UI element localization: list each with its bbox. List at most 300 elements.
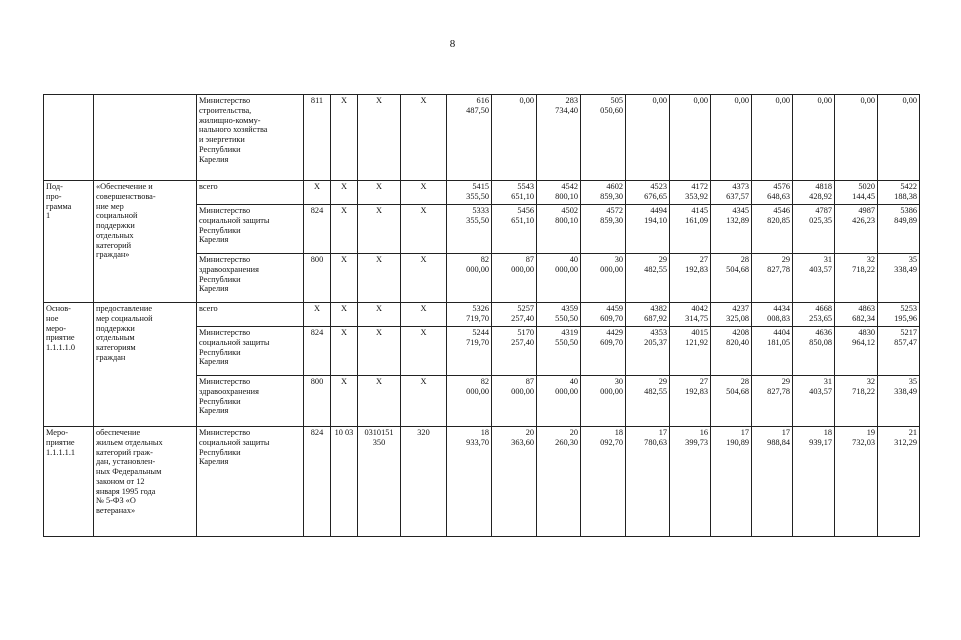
value-cell: [581, 376, 626, 427]
value-int: 4787: [815, 206, 832, 215]
value-int: 0,00: [817, 96, 832, 105]
program-name-cell: [94, 303, 197, 427]
value-int: 87: [525, 377, 534, 386]
grbs-code-cell: X: [304, 303, 331, 327]
grbs-code-cell: 824: [304, 427, 331, 537]
value-frac: 550,50: [555, 337, 578, 347]
value-cell: [447, 427, 492, 537]
value-frac: 000,00: [555, 264, 578, 274]
ministry-cell: [197, 376, 304, 427]
value-cell: [626, 327, 670, 376]
ministry-line: Министерство: [199, 328, 251, 337]
value-cell: [711, 427, 752, 537]
value-int: 40: [569, 255, 578, 264]
value-cell: [752, 303, 793, 327]
value-frac: 000,00: [466, 264, 489, 274]
value-cell: [537, 205, 581, 254]
value-int: 29: [658, 377, 667, 386]
value-cell: [492, 303, 537, 327]
section-code-cell: X: [331, 376, 358, 427]
value-int: 505: [610, 96, 623, 105]
value-cell: [447, 303, 492, 327]
value-int: 5415: [472, 182, 489, 191]
value-cell: [835, 303, 878, 327]
value-frac: 676,65: [644, 191, 667, 201]
value-cell: [878, 303, 920, 327]
ministry-line: строительства,: [199, 105, 252, 115]
value-int: 4015: [691, 328, 708, 337]
ministry-line: всего: [199, 304, 218, 313]
ministry-cell: [197, 95, 304, 181]
program-name: «Обеспечение и совершенствова- ние мер социальной поддержки отдельных категорий граждан»: [96, 182, 156, 260]
value-int: 17: [781, 428, 790, 437]
value-cell: [581, 95, 626, 181]
value-cell: [878, 327, 920, 376]
ministry-line: Карелия: [199, 154, 229, 164]
value-frac: 000,00: [555, 386, 578, 396]
value-cell: [626, 95, 670, 181]
value-int: 4237: [732, 304, 749, 313]
grbs-code-cell: 800: [304, 376, 331, 427]
value-int: 0,00: [519, 96, 534, 105]
value-int: 4636: [815, 328, 832, 337]
value-int: 4546: [773, 206, 790, 215]
value-frac: 000,00: [511, 386, 534, 396]
value-frac: 939,17: [809, 437, 832, 447]
value-cell: [670, 181, 711, 205]
target-article-cell: X: [358, 95, 401, 181]
target-article-cell: X: [358, 327, 401, 376]
ministry-line: нального хозяйства: [199, 125, 268, 135]
value-int: 40: [569, 377, 578, 386]
value-frac: 682,34: [852, 313, 875, 323]
value-frac: 504,68: [726, 386, 749, 396]
value-frac: 363,60: [511, 437, 534, 447]
value-int: 4359: [561, 304, 578, 313]
value-cell: [752, 427, 793, 537]
value-int: 4576: [773, 182, 790, 191]
value-frac: 800,10: [555, 191, 578, 201]
value-frac: 504,68: [726, 264, 749, 274]
value-int: 29: [781, 377, 790, 386]
value-int: 32: [866, 255, 875, 264]
target-article-cell: X: [358, 181, 401, 205]
target-article-cell: X: [358, 205, 401, 254]
ministry-line: Республики: [199, 274, 241, 284]
ministry-cell: [197, 327, 304, 376]
ministry-line: Министерство: [199, 255, 251, 264]
page-number: 8: [449, 38, 456, 50]
expense-type-cell: X: [401, 376, 447, 427]
program-code-cell: [44, 95, 94, 181]
value-frac: 850,08: [809, 337, 832, 347]
value-frac: 325,08: [726, 313, 749, 323]
ministry-line: Карелия: [199, 406, 229, 416]
expense-type-cell: X: [401, 254, 447, 303]
value-int: 4145: [691, 206, 708, 215]
value-cell: [711, 303, 752, 327]
ministry-line: здравоохранения: [199, 264, 259, 274]
value-cell: [581, 254, 626, 303]
value-cell: [878, 95, 920, 181]
value-int: 5422: [900, 182, 917, 191]
value-cell: [670, 95, 711, 181]
value-int: 4863: [858, 304, 875, 313]
value-frac: 008,83: [767, 313, 790, 323]
ministry-cell: [197, 254, 304, 303]
value-cell: [793, 95, 835, 181]
program-code: Меро- приятие 1.1.1.1.1: [46, 428, 76, 457]
value-cell: [626, 427, 670, 537]
table-row: [44, 427, 961, 537]
value-int: 31: [823, 377, 832, 386]
value-int: 19: [866, 428, 875, 437]
value-cell: [711, 376, 752, 427]
value-frac: 651,10: [511, 215, 534, 225]
program-code: Основ- ное меро- приятие 1.1.1.1.0: [46, 304, 76, 353]
value-frac: 609,70: [600, 337, 623, 347]
value-frac: 964,12: [852, 337, 875, 347]
value-cell: [626, 205, 670, 254]
value-cell: [835, 95, 878, 181]
ministry-line: Министерство: [199, 206, 251, 215]
value-int: 30: [614, 377, 623, 386]
value-cell: [878, 376, 920, 427]
value-cell: [492, 181, 537, 205]
value-int: 18: [480, 428, 489, 437]
value-frac: 192,83: [685, 386, 708, 396]
expense-type-cell: X: [401, 205, 447, 254]
value-cell: [537, 327, 581, 376]
value-cell: [835, 427, 878, 537]
ministry-line: Министерство: [199, 96, 251, 105]
value-frac: 144,45: [852, 191, 875, 201]
value-cell: [492, 95, 537, 181]
value-int: 4459: [606, 304, 623, 313]
program-code: Под- про- грамма 1: [46, 182, 72, 221]
value-cell: [447, 181, 492, 205]
value-int: 4373: [732, 182, 749, 191]
ministry-line: Республики: [199, 144, 241, 154]
ministry-cell: [197, 205, 304, 254]
value-int: 4208: [732, 328, 749, 337]
value-cell: [835, 205, 878, 254]
value-frac: 257,40: [511, 337, 534, 347]
value-int: 87: [525, 255, 534, 264]
value-cell: [537, 427, 581, 537]
value-int: 17: [740, 428, 749, 437]
grbs-code-cell: 824: [304, 327, 331, 376]
value-cell: [793, 376, 835, 427]
value-int: 5244: [472, 328, 489, 337]
ministry-line: социальной защиты: [199, 215, 270, 225]
value-int: 18: [823, 428, 832, 437]
value-frac: 820,40: [726, 337, 749, 347]
value-frac: 428,92: [809, 191, 832, 201]
value-int: 29: [658, 255, 667, 264]
value-cell: [793, 205, 835, 254]
value-cell: [492, 376, 537, 427]
value-int: 31: [823, 255, 832, 264]
value-int: 20: [525, 428, 534, 437]
value-frac: 426,23: [852, 215, 875, 225]
value-frac: 403,57: [809, 386, 832, 396]
value-cell: [670, 327, 711, 376]
table-row: [44, 181, 961, 205]
value-frac: 609,70: [600, 313, 623, 323]
value-cell: [537, 95, 581, 181]
value-frac: 181,05: [767, 337, 790, 347]
table-row: [44, 95, 961, 181]
grbs-code-cell: 811: [304, 95, 331, 181]
value-frac: 482,55: [644, 264, 667, 274]
value-frac: 190,89: [726, 437, 749, 447]
value-int: 28: [740, 255, 749, 264]
value-cell: [670, 254, 711, 303]
value-frac: 732,03: [852, 437, 875, 447]
value-int: 4830: [858, 328, 875, 337]
value-cell: [537, 376, 581, 427]
value-int: 4987: [858, 206, 875, 215]
value-cell: [752, 254, 793, 303]
value-cell: [711, 181, 752, 205]
value-cell: [752, 327, 793, 376]
value-frac: 000,00: [466, 386, 489, 396]
expense-type-cell: X: [401, 95, 447, 181]
value-frac: 000,00: [600, 264, 623, 274]
value-int: 4172: [691, 182, 708, 191]
value-int: 4345: [732, 206, 749, 215]
value-frac: 000,00: [600, 386, 623, 396]
ministry-line: жилищно-комму-: [199, 115, 261, 125]
target-article-cell: X: [358, 303, 401, 327]
value-frac: 859,30: [600, 215, 623, 225]
value-frac: 827,78: [767, 386, 790, 396]
value-frac: 933,70: [466, 437, 489, 447]
ministry-line: Министерство: [199, 428, 251, 437]
expense-type-cell: X: [401, 303, 447, 327]
value-frac: 338,49: [894, 264, 917, 274]
ministry-line: и энергетики: [199, 135, 245, 145]
target-article-cell: X: [358, 376, 401, 427]
value-int: 4572: [606, 206, 623, 215]
value-int: 0,00: [693, 96, 708, 105]
value-cell: [447, 327, 492, 376]
ministry-line: здравоохранения: [199, 386, 259, 396]
value-frac: 780,63: [644, 437, 667, 447]
value-frac: 314,75: [685, 313, 708, 323]
value-int: 4434: [773, 304, 790, 313]
value-cell: [878, 181, 920, 205]
ministry-cell: [197, 427, 304, 537]
value-frac: 718,22: [852, 386, 875, 396]
value-int: 4353: [650, 328, 667, 337]
value-cell: [581, 327, 626, 376]
value-frac: 651,10: [511, 191, 534, 201]
value-int: 32: [866, 377, 875, 386]
value-cell: [793, 254, 835, 303]
value-cell: [711, 327, 752, 376]
ministry-line: Министерство: [199, 377, 251, 386]
value-int: 0,00: [775, 96, 790, 105]
value-cell: [835, 254, 878, 303]
value-int: 5257: [517, 304, 534, 313]
section-code-cell: X: [331, 303, 358, 327]
value-cell: [537, 181, 581, 205]
value-cell: [793, 181, 835, 205]
ministry-line: Карелия: [199, 457, 229, 467]
value-int: 20: [569, 428, 578, 437]
value-frac: 482,55: [644, 386, 667, 396]
value-frac: 734,40: [555, 105, 578, 115]
value-frac: 820,85: [767, 215, 790, 225]
value-frac: 132,89: [726, 215, 749, 225]
value-frac: 260,30: [555, 437, 578, 447]
section-code-cell: X: [331, 327, 358, 376]
value-cell: [670, 427, 711, 537]
value-cell: [835, 327, 878, 376]
value-int: 4668: [815, 304, 832, 313]
value-cell: [626, 254, 670, 303]
value-frac: 637,57: [726, 191, 749, 201]
value-int: 5333: [472, 206, 489, 215]
section-code-cell: X: [331, 205, 358, 254]
value-cell: [711, 205, 752, 254]
value-cell: [581, 205, 626, 254]
program-code-cell: [44, 181, 94, 303]
value-frac: 355,50: [466, 215, 489, 225]
expense-type-cell: X: [401, 181, 447, 205]
value-frac: 257,40: [511, 313, 534, 323]
value-int: 5170: [517, 328, 534, 337]
value-frac: 550,50: [555, 313, 578, 323]
value-cell: [626, 303, 670, 327]
section-code-cell: X: [331, 181, 358, 205]
program-code-cell: [44, 427, 94, 537]
value-int: 4042: [691, 304, 708, 313]
ministry-line: Республики: [199, 225, 241, 235]
ministry-line: социальной защиты: [199, 437, 270, 447]
value-frac: 312,29: [894, 437, 917, 447]
value-int: 82: [480, 377, 489, 386]
table-row: [44, 303, 961, 327]
value-frac: 719,70: [466, 313, 489, 323]
value-frac: 355,50: [466, 191, 489, 201]
grbs-code-cell: X: [304, 181, 331, 205]
value-int: 4523: [650, 182, 667, 191]
value-cell: [670, 376, 711, 427]
value-int: 4502: [561, 206, 578, 215]
grbs-code-cell: 800: [304, 254, 331, 303]
value-cell: [537, 303, 581, 327]
value-cell: [835, 181, 878, 205]
value-cell: [537, 254, 581, 303]
value-cell: [752, 95, 793, 181]
value-cell: [878, 427, 920, 537]
ministry-line: Республики: [199, 347, 241, 357]
section-code-cell: X: [331, 95, 358, 181]
value-cell: [447, 205, 492, 254]
value-frac: 827,78: [767, 264, 790, 274]
value-cell: [711, 254, 752, 303]
program-code-cell: [44, 303, 94, 427]
value-frac: 857,47: [894, 337, 917, 347]
value-cell: [581, 181, 626, 205]
value-cell: [793, 327, 835, 376]
value-frac: 253,65: [809, 313, 832, 323]
value-int: 29: [781, 255, 790, 264]
value-cell: [626, 376, 670, 427]
value-cell: [793, 303, 835, 327]
value-int: 21: [908, 428, 917, 437]
value-frac: 399,73: [685, 437, 708, 447]
value-frac: 718,22: [852, 264, 875, 274]
value-cell: [492, 327, 537, 376]
value-frac: 025,35: [809, 215, 832, 225]
value-cell: [670, 303, 711, 327]
value-int: 5020: [858, 182, 875, 191]
value-int: 0,00: [734, 96, 749, 105]
value-cell: [447, 95, 492, 181]
value-frac: 687,92: [644, 313, 667, 323]
value-int: 5326: [472, 304, 489, 313]
program-name-cell: [94, 427, 197, 537]
value-frac: 188,38: [894, 191, 917, 201]
value-cell: [581, 303, 626, 327]
value-frac: 161,09: [685, 215, 708, 225]
value-int: 616: [476, 96, 489, 105]
value-cell: [670, 205, 711, 254]
value-frac: 487,50: [466, 105, 489, 115]
value-frac: 000,00: [511, 264, 534, 274]
value-frac: 800,10: [555, 215, 578, 225]
value-frac: 121,92: [685, 337, 708, 347]
expense-type-cell: 320: [401, 427, 447, 537]
value-cell: [581, 427, 626, 537]
ministry-line: социальной защиты: [199, 337, 270, 347]
program-name-cell: [94, 181, 197, 303]
value-cell: [626, 181, 670, 205]
value-cell: [752, 376, 793, 427]
value-cell: [447, 254, 492, 303]
value-int: 5386: [900, 206, 917, 215]
value-frac: 648,63: [767, 191, 790, 201]
program-name: предоставление мер социальной поддержки отдельным категориям граждан: [96, 304, 153, 362]
value-int: 0,00: [860, 96, 875, 105]
value-frac: 192,83: [685, 264, 708, 274]
value-cell: [492, 205, 537, 254]
value-int: 5217: [900, 328, 917, 337]
value-int: 30: [614, 255, 623, 264]
grbs-code-cell: 824: [304, 205, 331, 254]
value-int: 28: [740, 377, 749, 386]
value-int: 4602: [606, 182, 623, 191]
expense-type-cell: X: [401, 327, 447, 376]
value-frac: 849,89: [894, 215, 917, 225]
value-int: 4382: [650, 304, 667, 313]
value-int: 35: [908, 255, 917, 264]
value-cell: [752, 181, 793, 205]
target-article-cell: 0310151 350: [358, 427, 401, 537]
program-name: обеспечение жильем отдельных категорий граж- дан, установлен- ных Федеральным законом от 12 января 1995 года № 5-ФЗ «О ветеранах»: [96, 428, 163, 516]
value-int: 27: [699, 377, 708, 386]
value-cell: [835, 376, 878, 427]
program-funding-table: [43, 94, 961, 537]
ministry-line: Карелия: [199, 284, 229, 294]
ministry-cell: [197, 303, 304, 327]
value-cell: [793, 427, 835, 537]
value-int: 5456: [517, 206, 534, 215]
